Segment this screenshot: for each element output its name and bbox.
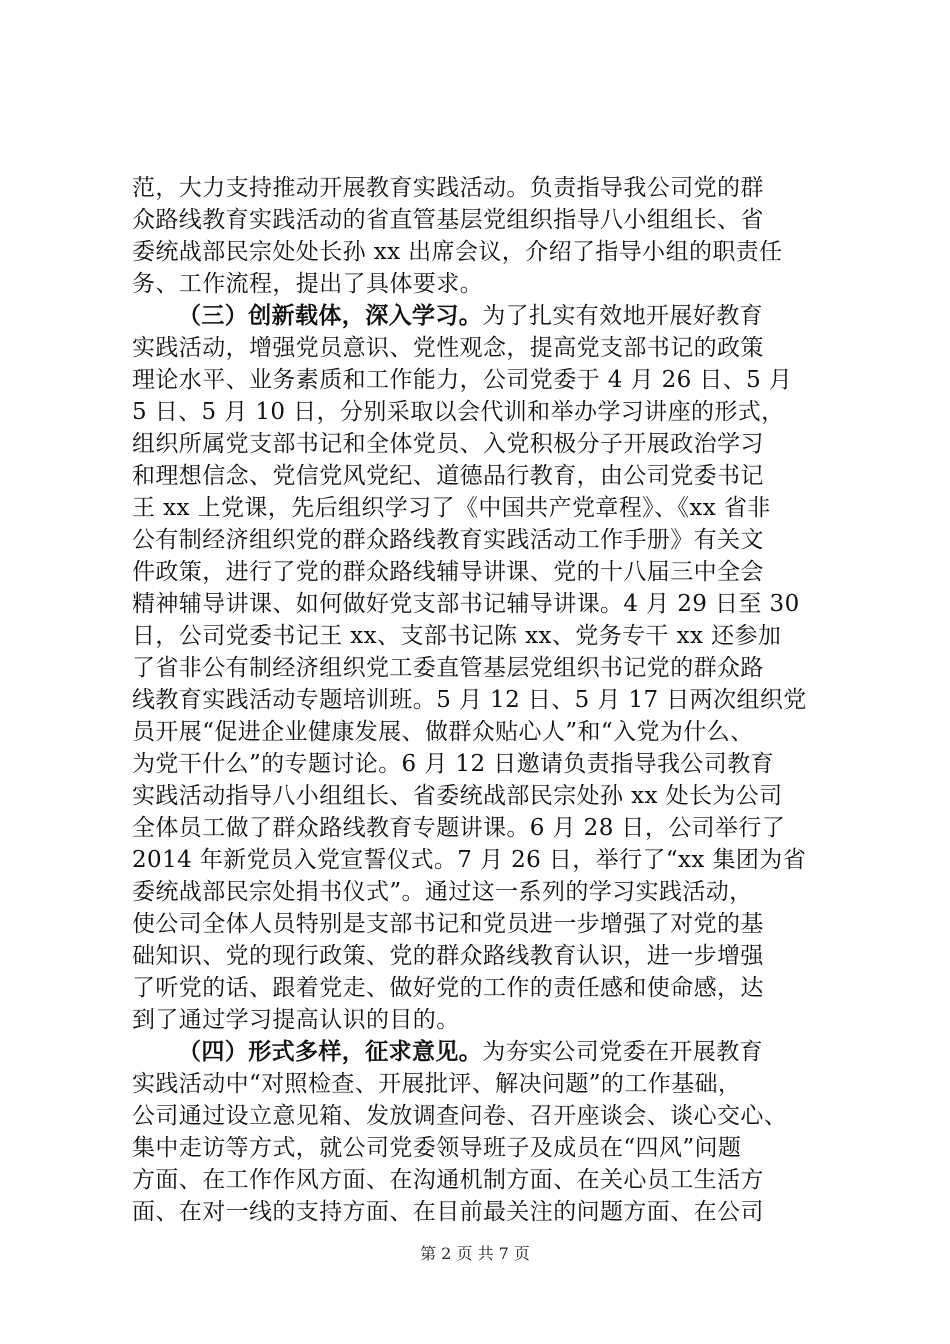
- body-line: 公司通过设立意见箱、发放调查问卷、召开座谈会、谈心交心、: [132, 1103, 788, 1129]
- body-line: 面、在对一线的支持方面、在目前最关注的问题方面、在公司: [132, 1199, 764, 1225]
- body-line: 委统战部民宗处处长孙 xx 出席会议，介绍了指导小组的职责任: [132, 239, 783, 265]
- body-line: 实践活动指导八小组组长、省委统战部民宗处孙 xx 处长为公司: [132, 783, 783, 809]
- body-line: 日，公司党委书记王 xx、支部书记陈 xx、党务专干 xx 还参加: [132, 623, 782, 649]
- section-4-intro: 为夯实公司党委在开展教育: [482, 1039, 764, 1065]
- body-line: 员开展“促进企业健康发展、做群众贴心人”和“入党为什么、: [132, 719, 754, 745]
- section-3-intro: 为了扎实有效地开展好教育: [482, 303, 764, 329]
- body-line: 集中走访等方式，就公司党委领导班子及成员在“四风”问题: [132, 1135, 742, 1161]
- body-line: 了听党的话、跟着党走、做好党的工作的责任感和使命感，达: [132, 975, 764, 1001]
- body-line: 件政策，进行了党的群众路线辅导讲课、党的十八届三中全会: [132, 559, 764, 585]
- page-footer: 第 2 页 共 7 页: [420, 1244, 530, 1263]
- section-4-first-line: [132, 1036, 832, 1068]
- body-line: 务、工作流程，提出了具体要求。: [132, 271, 483, 297]
- body-line: 线教育实践活动专题培训班。5 月 12 日、5 月 17 日两次组织党: [132, 687, 807, 713]
- body-line: 到了通过学习提高认识的目的。: [132, 1007, 460, 1033]
- body-line: 理论水平、业务素质和工作能力，公司党委于 4 月 26 日、5 月: [132, 367, 793, 393]
- body-line: 组织所属党支部书记和全体党员、入党积极分子开展政治学习: [132, 431, 764, 457]
- body-line: 实践活动，增强党员意识、党性观念，提高党支部书记的政策: [132, 335, 764, 361]
- body-line: 全体员工做了群众路线教育专题讲课。6 月 28 日，公司举行了: [132, 815, 786, 841]
- body-line: 众路线教育实践活动的省直管基层党组织指导八小组组长、省: [132, 207, 764, 233]
- body-line: 使公司全体人员特别是支部书记和党员进一步增强了对党的基: [132, 911, 764, 937]
- body-line: 和理想信念、党信党风党纪、道德品行教育，由公司党委书记: [132, 463, 764, 489]
- body-line: 实践活动中“对照检查、开展批评、解决问题”的工作基础，: [132, 1071, 742, 1097]
- body-line: 础知识、党的现行政策、党的群众路线教育认识，进一步增强: [132, 943, 764, 969]
- section-4-heading: （四）形式多样，征求意见。: [178, 1038, 483, 1065]
- section-3-first-line: [132, 300, 832, 332]
- body-line: 王 xx 上党课，先后组织学习了《中国共产党章程》、《xx 省非: [132, 495, 771, 521]
- body-line: 公有制经济组织党的群众路线教育实践活动工作手册》有关文: [132, 527, 764, 553]
- section-3-heading: （三）创新载体，深入学习。: [178, 302, 483, 329]
- body-line: 2014 年新党员入党宣誓仪式。7 月 26 日，举行了“xx 集团为省: [132, 847, 807, 873]
- body-line: 方面、在工作作风方面、在沟通机制方面、在关心员工生活方: [132, 1167, 764, 1193]
- body-line: 5 日、5 月 10 日，分别采取以会代训和举办学习讲座的形式，: [132, 399, 785, 425]
- body-line: 精神辅导讲课、如何做好党支部书记辅导讲课。4 月 29 日至 30: [132, 591, 800, 617]
- body-line: 为党干什么”的专题讨论。6 月 12 日邀请负责指导我公司教育: [132, 751, 774, 777]
- body-line: 范，大力支持推动开展教育实践活动。负责指导我公司党的群: [132, 175, 764, 201]
- document-body: [132, 172, 832, 1228]
- body-line: 了省非公有制经济组织党工委直管基层党组织书记党的群众路: [132, 655, 764, 681]
- body-line: 委统战部民宗处捐书仪式”。通过这一系列的学习实践活动，: [132, 879, 753, 905]
